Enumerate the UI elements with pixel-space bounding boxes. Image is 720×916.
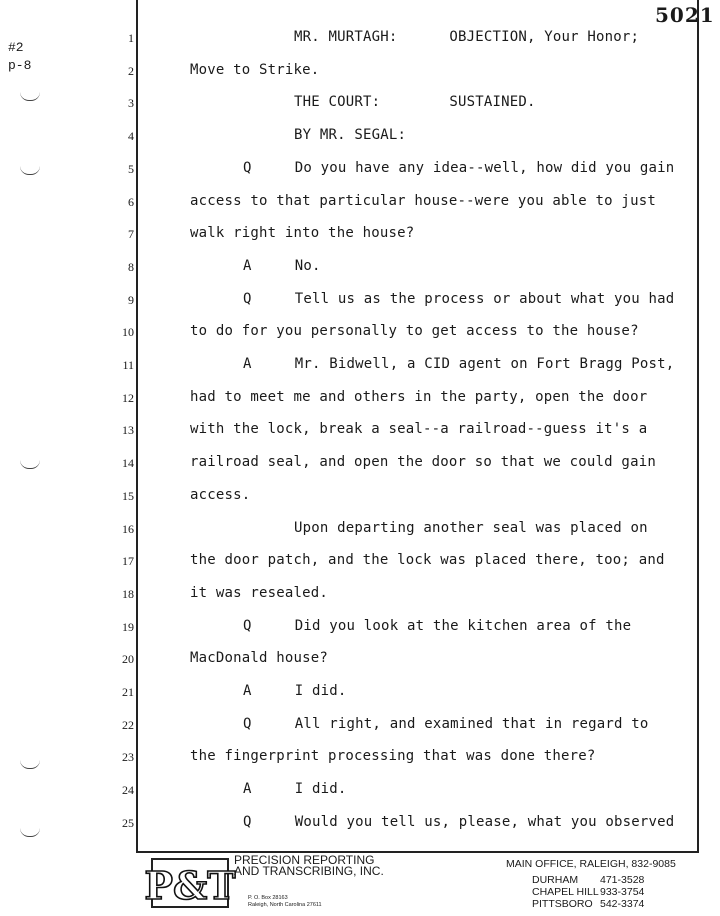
transcript-line: railroad seal, and open the door so that we could gain [190,454,656,471]
line-number: 24 [122,783,134,798]
hole-punch-mark [20,760,40,769]
company-line-1: PRECISION REPORTING [234,853,375,867]
transcript-line: with the lock, break a seal--a railroad--guess it's a [190,421,648,438]
transcript-line: the door patch, and the lock was placed there, too; and [190,552,665,569]
phone-city: CHAPEL HILL [532,886,599,898]
hole-punch-mark [20,460,40,469]
company-address [248,895,322,909]
line-number: 12 [122,390,134,405]
line-number: 16 [122,521,134,536]
margin-note-exhibit: #2 [8,40,24,55]
line-number: 21 [122,685,134,699]
line-number: 2 [128,63,134,78]
transcript-line: to do for you personally to get access to the house? [190,323,639,340]
line-number: 11 [122,358,134,372]
line-number: 5 [128,161,134,176]
phone-city: DURHAM [532,874,579,886]
transcript-line: Q All right, and examined that in regard to [243,715,649,732]
transcript-line: access to that particular house--were you able to just [190,192,656,209]
line-number: 6 [128,194,134,209]
phone-line [532,874,644,886]
transcript-line: the fingerprint processing that was done there? [190,748,596,765]
margin-note-page: p-8 [8,58,32,73]
logo-text: P&T [144,863,236,908]
transcript-line: Q Do you have any idea--well, how did you gain [243,159,675,176]
line-number: 4 [128,129,134,144]
line-number: 20 [122,652,134,667]
transcript-line: MR. MURTAGH: OBJECTION, Your Honor; [294,29,640,45]
transcript-line: A Mr. Bidwell, a CID agent on Fort Bragg Post, [243,356,675,372]
line-number: 19 [122,619,134,634]
phone-line [532,898,644,910]
transcript-line: walk right into the house? [190,225,415,242]
line-number: 18 [122,586,134,601]
line-number: 17 [122,554,134,569]
company-name [234,855,384,877]
line-number: 10 [122,325,134,340]
bottom-border [136,851,699,853]
line-number: 3 [128,96,134,111]
phone-number: 471-3528 [600,874,645,886]
left-border [136,0,138,853]
transcript-line: Q Tell us as the process or about what you had [243,290,675,307]
transcript-line: MacDonald house? [190,650,329,667]
transcript-line: Q Would you tell us, please, what you observed [243,813,675,830]
transcript-line: Q Did you look at the kitchen area of the [243,617,632,634]
company-line-2: AND TRANSCRIBING, INC. [234,864,384,878]
line-number: 8 [128,259,134,274]
transcript-line: A No. [243,257,321,274]
main-office: MAIN OFFICE, RALEIGH, 832-9085 [506,858,676,870]
transcript-line: had to meet me and others in the party, open the door [190,388,648,405]
phone-line [532,886,644,898]
line-number: 15 [122,488,134,503]
phone-number: 933-3754 [600,886,645,898]
page-number: 5021 [655,3,715,27]
phone-city: PITTSBORO [532,898,593,910]
transcript-line: THE COURT: SUSTAINED. [294,94,536,111]
line-number: 25 [122,815,134,830]
transcript-line: BY MR. SEGAL: [294,127,407,144]
line-number: 7 [128,227,134,242]
right-border [697,0,699,853]
address-line-2: Raleigh, North Carolina 27611 [248,902,322,908]
address-line-1: P. O. Box 28163 [248,895,288,901]
line-number: 1 [128,31,134,45]
line-number: 23 [122,750,134,765]
line-number: 14 [122,456,134,471]
transcript-line: Upon departing another seal was placed on [294,519,648,536]
phone-number: 542-3374 [600,898,645,910]
hole-punch-mark [20,828,40,837]
transcript-line: it was resealed. [190,584,329,601]
line-number: 9 [128,292,134,307]
transcript-line: A I did. [243,683,347,699]
company-logo [144,855,236,910]
transcript-line: A I did. [243,781,347,798]
transcript-line: Move to Strike. [190,61,320,78]
line-number: 13 [122,423,134,438]
line-number: 22 [122,717,134,732]
transcript-line: access. [190,486,251,503]
hole-punch-mark [20,92,40,101]
hole-punch-mark [20,166,40,175]
